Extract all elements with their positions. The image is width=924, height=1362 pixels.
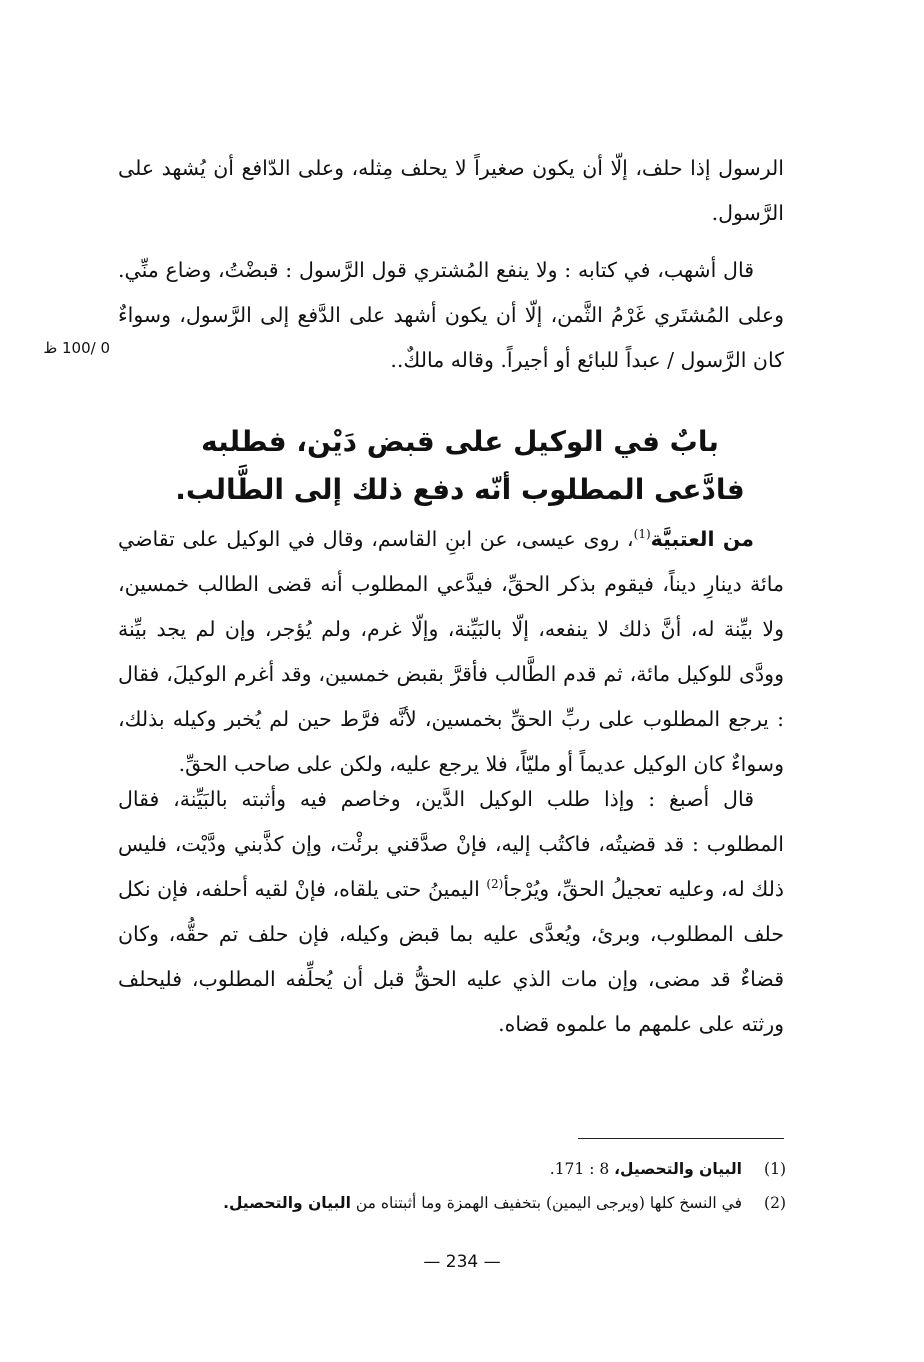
paragraph-text-a: قال أصبغ : وإذا طلب الوكيل الدَّين، وخاصم فيه وأثبته بالبَيِّنة، فقال المطلوب : قد قضيتُه، فاكتُب إليه، فإنْ صدَّقني برئْت، وإن كذَّبني ودَّيْت، فليس ذلك له، وعليه تعجيلُ الحقِّ، ويُرْجأ (118, 787, 784, 901)
footnote-1 (130, 1152, 786, 1186)
paragraph-text: الرسول إذا حلف، إلّا أن يكون صغيراً لا يحلف مِثله، وعلى الدّافع أن يُشهد على الرَّسول. (118, 156, 784, 225)
source-lead: من العتبيَّة (650, 527, 754, 551)
page-number: — 234 — (423, 1252, 501, 1272)
paragraph-asbagh (118, 777, 784, 1047)
paragraph-body (118, 517, 784, 787)
footnote-divider (578, 1138, 784, 1139)
heading-line-2: فادَّعى المطلوب أنّه دفع ذلك إلى الطَّالب. (175, 473, 745, 506)
paragraph-text: قال أشهب، في كتابه : ولا ينفع المُشتري قول الرَّسول : قبضْتُ، وضاع منِّي. وعلى المُشتَري غَرْمُ الثَّمن، إلّا أن يكون أشهد على الدَّفع إلى الرَّسول، وسواءٌ كان الرَّسول / عبداً للبائع أو أجيراً. وقاله مالكٌ.. (118, 258, 784, 372)
chapter-heading (150, 418, 770, 514)
paragraph-ashhab (118, 248, 784, 383)
manuscript-folio-marker: 0 /100 ظ (43, 339, 110, 357)
paragraph-body (118, 777, 784, 1047)
heading-line-1: بابٌ في الوكيل على قبض دَيْن، فطلبه (201, 425, 719, 458)
footnotes (130, 1152, 786, 1220)
paragraph-continuation (118, 146, 784, 236)
footnote-ref-1: (1) (633, 527, 651, 542)
footnote-source-title: البيان والتحصيل. (223, 1194, 351, 1212)
footnote-text: في النسخ كلها (ويرجى اليمين) بتخفيف الهمزة وما أثبتناه من (350, 1194, 742, 1212)
footnote-2 (130, 1186, 786, 1220)
footnote-text: 8 : 171. (549, 1160, 615, 1178)
footnote-number: (1) (764, 1160, 786, 1178)
footnote-number: (2) (764, 1194, 786, 1212)
paragraph-text: ، روى عيسى، عن ابنِ القاسم، وقال في الوكيل على تقاضي مائة دينارِ ديناً، فيقوم بذكر الحقِّ، فيدَّعي المطلوب أنه قضى الطالب خمسين، ولا بيِّنة له، أنَّ ذلك لا ينفعه، إلّا بالبَيِّنة، وإلّا غرم، ولم يُؤجر، وإن لم يجد بيِّنة وودَّى للوكيل مائة، ثم قدم الطَّالب فأقرَّ بقبض خمسين، وقد أغرم الوكيلَ، فقال : يرجع المطلوب على ربِّ الحقِّ بخمسين، لأنَّه فرَّط حين لم يُخبر وكيله بذلك، وسواءٌ كان الوكيل عديماً أو مليّاً، فلا يرجع عليه، ولكن على صاحب الحقِّ. (118, 527, 784, 776)
paragraph-text-b: اليمينُ حتى يلقاه، فإنْ لقيه أحلفه، فإن نكل حلف المطلوب، وبرئ، ويُعدَّى عليه بما قبض وكيله، فإن حلف تم حقُّه، وكان قضاءٌ قد مضى، وإن مات الذي عليه الحقُّ قبل أن يُحلِّفه المطلوب، فليحلف ورثته على علمهم ما علموه قضاه. (118, 877, 784, 1036)
paragraph-utbiyya (118, 517, 784, 787)
footnote-source-title: البيان والتحصيل، (614, 1160, 742, 1178)
footnote-ref-2: (2) (486, 877, 504, 892)
